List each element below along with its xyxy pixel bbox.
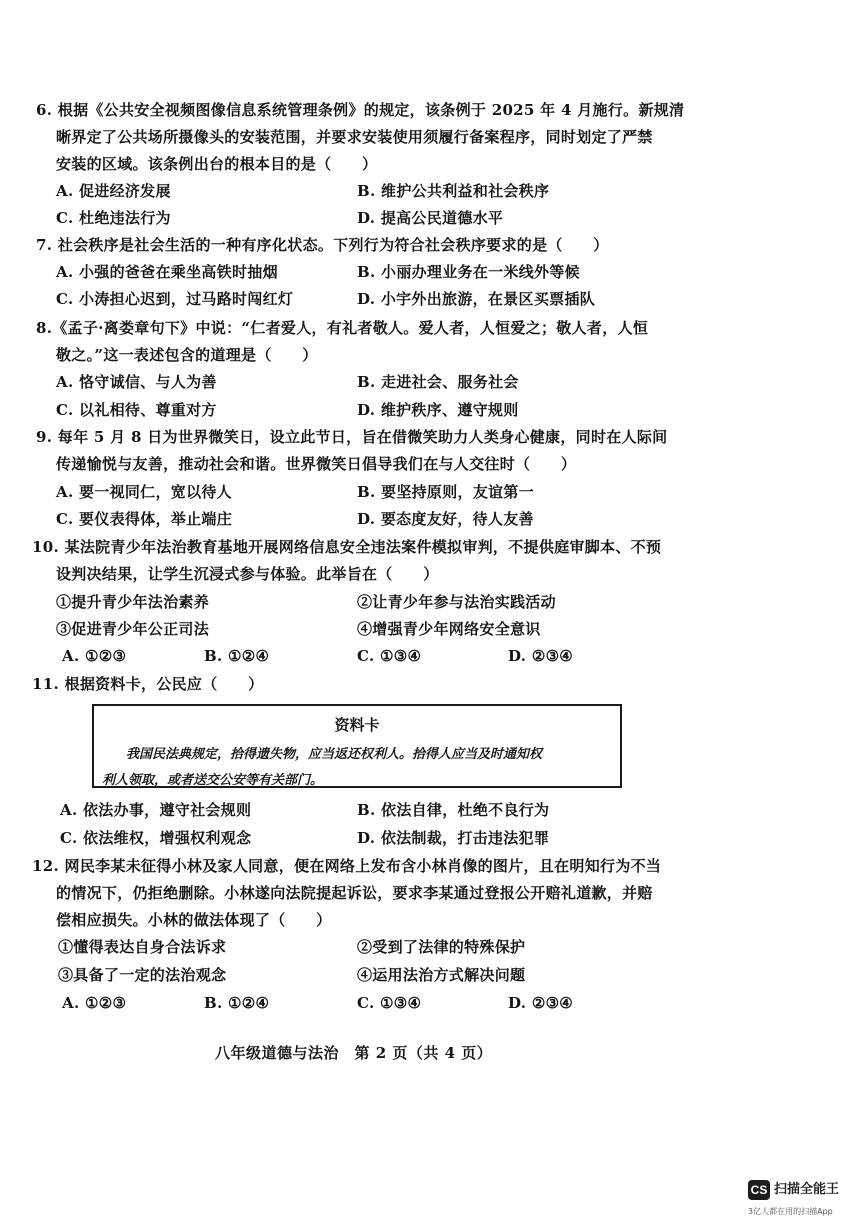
q12-stem-line2: 的情况下，仍拒绝删除。小林遂向法院提起诉讼，要求李某通过登报公开赔礼道歉，并赔 [56, 884, 653, 902]
q12-statement-1: ①懂得表达自身合法诉求 [58, 938, 227, 956]
q8-option-a: A. 恪守诚信、与人为善 [56, 373, 217, 391]
q7-option-b: B. 小丽办理业务在一米线外等候 [357, 263, 580, 281]
q11-option-b: B. 依法自律，杜绝不良行为 [357, 801, 550, 819]
q7-option-c: C. 小涛担心迟到，过马路时闯红灯 [56, 290, 294, 308]
q11-option-a: A. 依法办事，遵守社会规则 [60, 801, 252, 819]
q10-option-d: D. ②③④ [508, 647, 574, 665]
q10-stem-line1: 10. 某法院青少年法治教育基地开展网络信息安全违法案件模拟审判，不提供庭审脚本、不预 [32, 538, 662, 556]
q12-option-d: D. ②③④ [508, 994, 574, 1012]
q12-statement-3: ③具备了一定的法治观念 [58, 966, 227, 984]
q6-stem-line3: 安装的区域。该条例出台的根本目的是（ ） [56, 155, 378, 173]
q9-option-a: A. 要一视同仁，宽以待人 [56, 483, 232, 501]
q8-option-d: D. 维护秩序、遵守规则 [357, 401, 519, 419]
q10-statement-4: ④增强青少年网络安全意识 [357, 620, 541, 638]
q9-stem-line1: 9. 每年 5 月 8 日为世界微笑日，设立此节日，旨在借微笑助力人类身心健康，同时在人际间 [36, 428, 668, 446]
info-card [92, 704, 622, 788]
q7-option-a: A. 小强的爸爸在乘坐高铁时抽烟 [56, 263, 278, 281]
q6-option-c: C. 杜绝违法行为 [56, 209, 171, 227]
q6-stem-line1: 6. 根据《公共安全视频图像信息系统管理条例》的规定，该条例于 2025 年 4 月施行。新规清 [36, 101, 685, 119]
q8-stem-line2: 敬之。”这一表述包含的道理是（ ） [56, 346, 318, 364]
q12-statement-2: ②受到了法律的特殊保护 [357, 938, 526, 956]
info-card-title: 资料卡 [334, 716, 380, 734]
info-card-line2: 利人领取，或者送交公安等有关部门。 [102, 773, 324, 788]
q9-option-d: D. 要态度友好，待人友善 [357, 510, 534, 528]
q12-statement-4: ④运用法治方式解决问题 [357, 966, 526, 984]
q12-option-b: B. ①②④ [204, 994, 270, 1012]
q12-stem-line3: 偿相应损失。小林的做法体现了（ ） [56, 911, 332, 929]
q10-statement-1: ①提升青少年法治素养 [56, 593, 210, 611]
q9-option-b: B. 要坚持原则，友谊第一 [357, 483, 535, 501]
q10-option-a: A. ①②③ [62, 647, 127, 665]
page-footer: 八年级道德与法治 第 2 页（共 4 页） [215, 1044, 493, 1062]
camscanner-tagline: 3亿人都在用的扫描App [748, 1207, 833, 1216]
q9-option-c: C. 要仪表得体，举止端庄 [56, 510, 233, 528]
q11-stem-line1: 11. 根据资料卡，公民应（ ） [32, 675, 264, 693]
camscanner-app-name: 扫描全能王 [774, 1182, 840, 1197]
q8-option-c: C. 以礼相待、尊重对方 [56, 401, 217, 419]
q12-option-c: C. ①③④ [357, 994, 422, 1012]
q10-option-c: C. ①③④ [357, 647, 422, 665]
q12-stem-line1: 12. 网民李某未征得小林及家人同意，便在网络上发布含小林肖像的图片，且在明知行为不当 [32, 857, 662, 875]
q12-option-a: A. ①②③ [62, 994, 127, 1012]
q11-option-c: C. 依法维权，增强权利观念 [60, 829, 252, 847]
q9-stem-line2: 传递愉悦与友善，推动社会和谐。世界微笑日倡导我们在与人交往时（ ） [56, 455, 577, 473]
info-card-line1: 我国民法典规定，拾得遗失物，应当返还权利人。拾得人应当及时通知权 [126, 747, 543, 762]
q10-stem-line2: 设判决结果，让学生沉浸式参与体验。此举旨在（ ） [56, 565, 439, 583]
q6-option-b: B. 维护公共利益和社会秩序 [357, 182, 550, 200]
q6-option-a: A. 促进经济发展 [56, 182, 171, 200]
q7-option-d: D. 小宇外出旅游，在景区买票插队 [357, 290, 596, 308]
q10-statement-2: ②让青少年参与法治实践活动 [357, 593, 556, 611]
q7-stem-line1: 7. 社会秩序是社会生活的一种有序化状态。下列行为符合社会秩序要求的是（ ） [36, 236, 609, 254]
q6-option-d: D. 提高公民道德水平 [357, 209, 504, 227]
q11-option-d: D. 依法制裁，打击违法犯罪 [357, 829, 550, 847]
camscanner-logo-icon: CS [748, 1180, 770, 1200]
q8-stem-line1: 8.《孟子·离娄章句下》中说：“仁者爱人，有礼者敬人。爱人者，人恒爱之；敬人者，人恒 [36, 319, 649, 337]
q10-option-b: B. ①②④ [204, 647, 270, 665]
q8-option-b: B. 走进社会、服务社会 [357, 373, 519, 391]
q6-stem-line2: 晰界定了公共场所摄像头的安装范围，并要求安装使用须履行备案程序，同时划定了严禁 [56, 128, 653, 146]
q10-statement-3: ③促进青少年公正司法 [56, 620, 210, 638]
